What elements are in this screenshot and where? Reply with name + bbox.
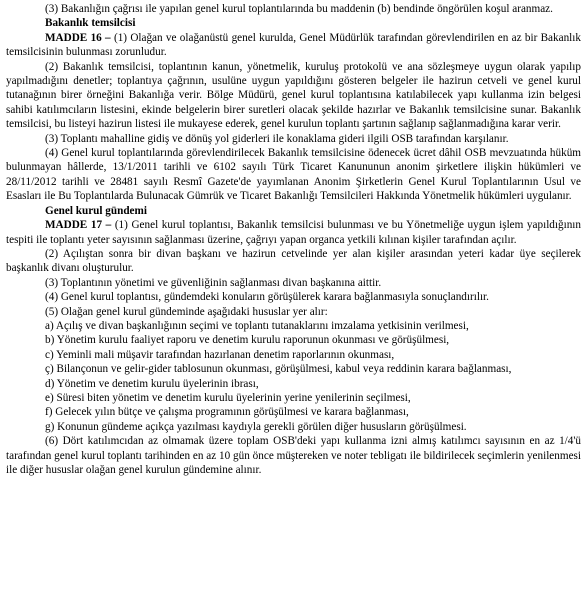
list-item-c: c) Yeminli mali müşavir tarafından hazırlanan denetim raporlarının okunması,	[45, 348, 395, 361]
list-item-f: f) Gelecek yılın bütçe ve çalışma programının görüşülmesi ve karara bağlanması,	[45, 406, 409, 419]
madde-17-label: MADDE 17 –	[45, 219, 112, 232]
list-item-g: g) Konunun gündeme açıkça yazılması kaydıyla gerekli görülen diğer hususların görüşülmesi.	[45, 420, 467, 433]
madde-16-label: MADDE 16 –	[45, 31, 111, 44]
list-item-a: a) Açılış ve divan başkanlığının seçimi ve toplantı tutanaklarını imzalama yetkisinin verilmesi,	[45, 319, 469, 332]
section-heading-bakanlik-temsilcisi: Bakanlık temsilcisi	[45, 17, 136, 30]
madde-16-text: (1) Olağan ve olağanüstü genel kurulda, Genel Müdürlük tarafından görevlendirilen en az bir Bakanlık temsilcisinin bulunması zorunludur.	[6, 31, 581, 59]
madde-16-paragraph-4: (4) Genel kurul toplantılarında görevlendirilecek Bakanlık temsilcisine ödenecek ücret dâhil OSB mevzuatında hüküm bulunmayan hâllerde, 13/1/2011 tarihli ve 6102 sayılı Türk Ticaret Kanununun anonim şirketlere ilişkin hükümleri ve 28/11/2012 tarihli ve 28481 sayılı Resmî Gazete'de yayımlanan Anonim Şirketlerin Genel Kurul Toplantılarının Usul ve Esasları ile Bu Toplantılarda Bulunacak Gümrük ve Ticaret Bakanlığı Temsilcileri Hakkında Yönetmelik hükümleri uygulanır.	[6, 147, 581, 203]
section-heading-genel-kurul-gundemi: Genel kurul gündemi	[45, 204, 147, 217]
list-item-cc: ç) Bilançonun ve gelir-gider tablosunun okunması, görüşülmesi, kabul veya reddinin karara bağlanması,	[45, 363, 512, 376]
madde-16-paragraph-3: (3) Toplantı mahalline gidiş ve dönüş yol giderleri ile konaklama gideri ilgili OSB tarafından karşılanır.	[45, 132, 509, 145]
madde-16-paragraph-2: (2) Bakanlık temsilcisi, toplantının kanun, yönetmelik, kuruluş protokolü ve ana sözleşmeye uygun olarak yapılıp yapılmadığını denetler; toplantıya çağrının, usulüne uygun yapıldığını gösteren belgeler ile hazirun cetveli ve genel kurul tutanağının birer örneğini Bakanlığa verir. Bölge Müdürü, genel kurul toplantısına katılabilecek yapı kullanma izin belgesi sahibi katılımcıların listesini, ekinde belgelerin birer suretleri olacak şekilde hazırlar ve Bakanlık temsilcisine sunar. Bakanlık temsilcisi, bu listeyi hazirun listesi ile mukayese ederek, genel kurulun toplantı şartının sağlanıp sağlanmadığına karar verir.	[6, 60, 581, 131]
madde-17-paragraph-5: (5) Olağan genel kurul gündeminde aşağıdaki hususlar yer alır:	[45, 305, 328, 318]
list-item-e: e) Süresi biten yönetim ve denetim kurulu üyelerinin yerine yenilerinin seçilmesi,	[45, 391, 411, 404]
list-item-b: b) Yönetim kurulu faaliyet raporu ve denetim kurulu raporunun okunması ve görüşülmesi,	[45, 334, 450, 347]
paragraph-top: (3) Bakanlığın çağrısı ile yapılan genel kurul toplantılarında bu maddenin (b) bendinde öngörülen koşul aranmaz.	[45, 3, 553, 15]
madde-17-paragraph-2: (2) Açılıştan sonra bir divan başkanı ve hazirun cetvelinde yer alan kişiler arasından yeteri kadar üye seçilerek başkanlık divanı oluşturulur.	[6, 247, 581, 275]
madde-17-paragraph-4: (4) Genel kurul toplantısı, gündemdeki konuların görüşülerek karara bağlanmasıyla sonuçlandırılır.	[45, 291, 489, 304]
madde-17-paragraph-3: (3) Toplantının yönetimi ve güvenliğinin sağlanması divan başkanına aittir.	[45, 276, 382, 289]
madde-17-text: (1) Genel kurul toplantısı, Bakanlık temsilcisi bulunması ve bu Yönetmeliğe uygun işlem yapıldığının tespiti ile toplantı yeter sayısının sağlanması üzerine, çağrıyı yapan organca yetkili kılınan kişiler tarafından açılır.	[6, 219, 581, 246]
madde-17-paragraph	[6, 218, 581, 247]
madde-17-paragraph-6: (6) Dört katılımcıdan az olmamak üzere toplam OSB'deki yapı kullanma izni almış katılımcı sayısının en az 1/4'ü tarafından genel kurul toplantı tarihinden en az 10 gün önce müştereken ve noter tebligatı ile bildirilecek seçimlerin yenilenmesi ile diğer hususlar olağan genel kurulun gündemine alınır.	[6, 435, 581, 476]
madde-16-paragraph	[6, 31, 581, 60]
list-item-d: d) Yönetim ve denetim kurulu üyelerinin ibrası,	[45, 377, 259, 390]
